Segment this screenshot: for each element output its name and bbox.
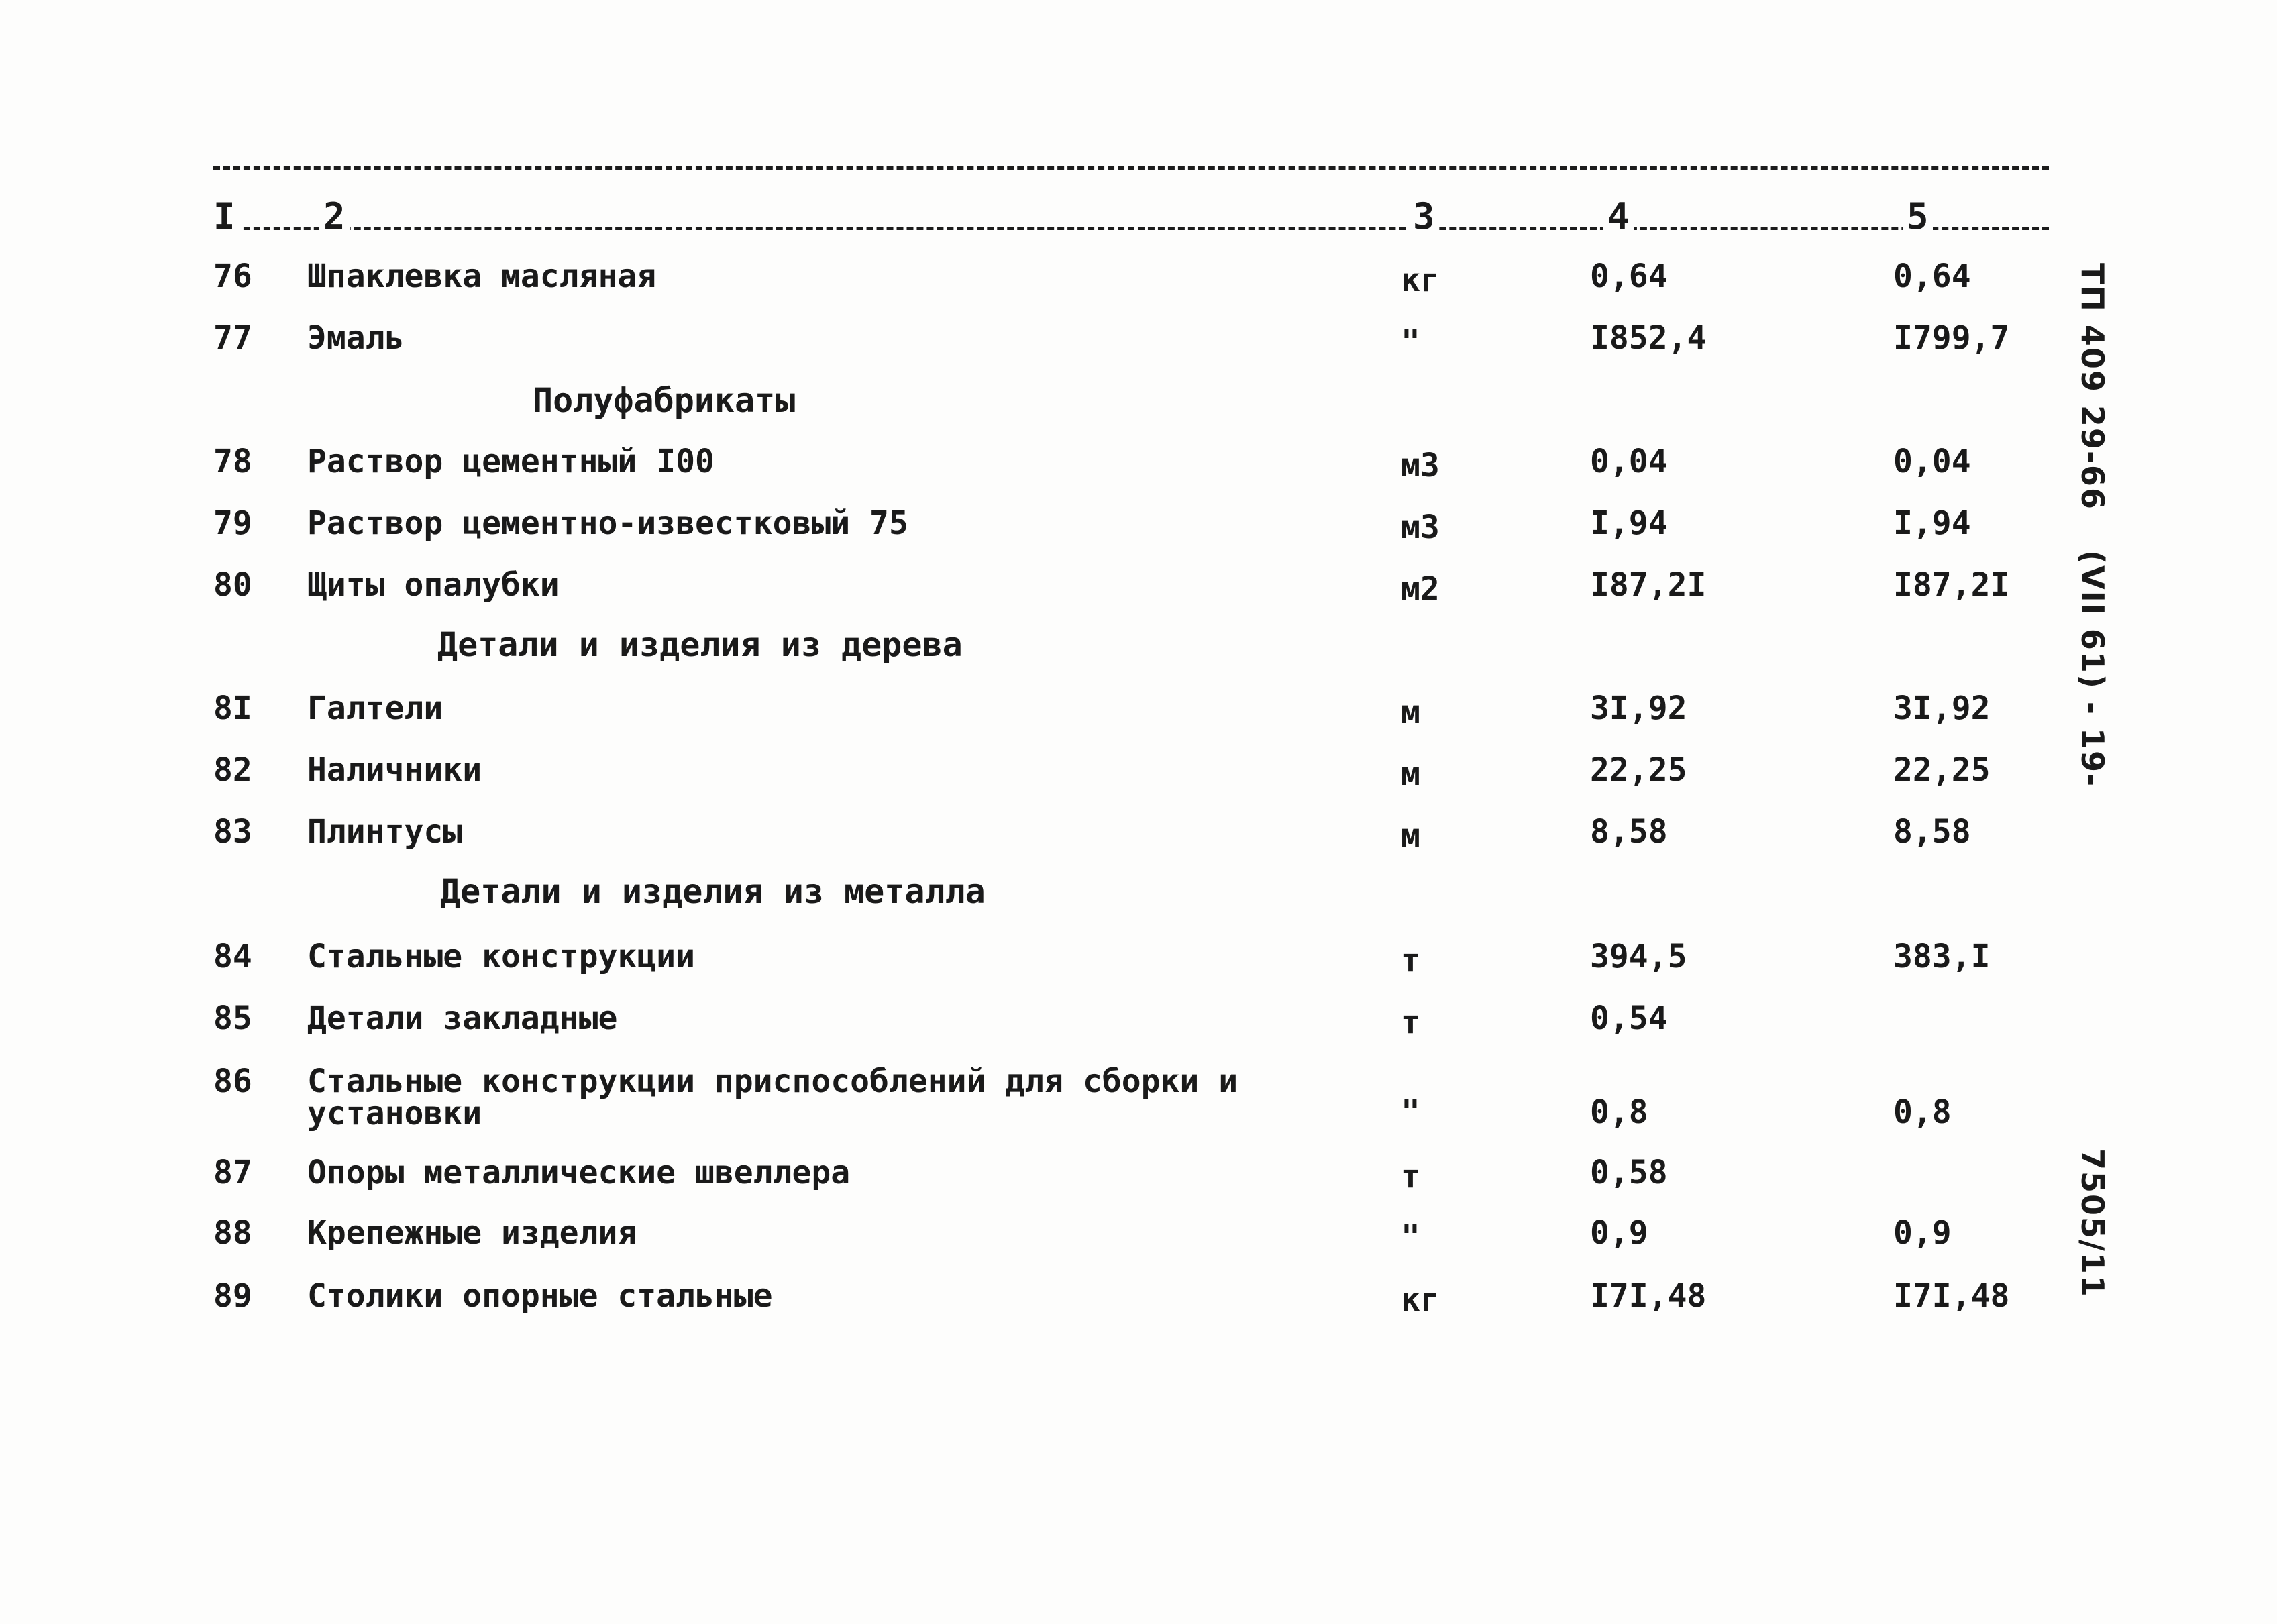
row-number: 86 — [213, 1063, 252, 1100]
row-number: 78 — [213, 443, 252, 480]
header-col1: I — [209, 199, 240, 235]
row-value-5: 3I,92 — [1893, 690, 1991, 727]
row-name: Стальные конструкции — [307, 938, 695, 975]
row-unit: кг — [1401, 262, 1440, 299]
row-value-4: I87,2I — [1590, 566, 1707, 604]
header-col3: 3 — [1409, 199, 1439, 235]
table-row — [0, 997, 2277, 1057]
row-value-5: 0,64 — [1893, 258, 1971, 295]
row-unit: " — [1401, 1218, 1420, 1256]
row-value-5: I,94 — [1893, 504, 1971, 542]
row-unit: " — [1401, 1093, 1420, 1131]
row-name: Опоры металлические швеллера — [307, 1154, 851, 1191]
table-row — [0, 935, 2277, 995]
row-value-4: 0,8 — [1590, 1093, 1648, 1131]
table-row — [0, 1151, 2277, 1211]
row-unit: м — [1401, 817, 1420, 855]
row-value-4: 0,04 — [1590, 443, 1668, 480]
table-row — [0, 255, 2277, 315]
row-number: 84 — [213, 938, 252, 975]
row-value-5: 22,25 — [1893, 751, 1991, 789]
table-row — [0, 1060, 2277, 1154]
row-value-5: I799,7 — [1893, 319, 2010, 357]
section-heading: Полуфабрикаты — [533, 381, 796, 420]
row-unit: м3 — [1401, 508, 1440, 546]
margin-sheet-number: (VII 61) - 19- — [2074, 550, 2111, 788]
row-value-5: I7I,48 — [1893, 1277, 2010, 1315]
row-name: Раствор цементный I00 — [307, 443, 714, 480]
row-value-4: 3I,92 — [1590, 690, 1687, 727]
table-row — [0, 1211, 2277, 1272]
row-value-4: I7I,48 — [1590, 1277, 1707, 1315]
table-row — [0, 810, 2277, 871]
section-heading: Детали и изделия из дерева — [437, 625, 963, 664]
row-unit: м2 — [1401, 570, 1440, 608]
row-name: Шпаклевка масляная — [307, 258, 657, 295]
row-number: 87 — [213, 1154, 252, 1191]
row-number: 79 — [213, 504, 252, 542]
row-name: Крепежные изделия — [307, 1214, 637, 1252]
row-name: Детали закладные — [307, 999, 618, 1037]
row-number: 85 — [213, 999, 252, 1037]
row-number: 76 — [213, 258, 252, 295]
row-unit: м — [1401, 694, 1420, 731]
margin-inventory-stamp: 7505/11 — [2074, 1148, 2111, 1298]
table-row — [0, 502, 2277, 562]
row-unit: м — [1401, 755, 1420, 793]
row-number: 82 — [213, 751, 252, 789]
header-col5: 5 — [1903, 199, 1933, 235]
row-name: Щиты опалубки — [307, 566, 560, 604]
row-value-5: I87,2I — [1893, 566, 2010, 604]
row-value-4: 0,58 — [1590, 1154, 1668, 1191]
row-value-5: 8,58 — [1893, 813, 1971, 851]
table-row — [0, 317, 2277, 377]
row-unit: м3 — [1401, 447, 1440, 484]
row-unit: т — [1401, 1004, 1420, 1041]
row-name: Раствор цементно-известковый 75 — [307, 504, 908, 542]
row-number: 83 — [213, 813, 252, 851]
row-unit: " — [1401, 323, 1420, 361]
row-name: Плинтусы — [307, 813, 463, 851]
header-rule — [213, 227, 2049, 230]
row-value-5: 0,8 — [1893, 1093, 1952, 1131]
row-value-4: I,94 — [1590, 504, 1668, 542]
row-name: Наличники — [307, 751, 482, 789]
row-unit: кг — [1401, 1281, 1440, 1319]
table-row — [0, 563, 2277, 624]
row-unit: т — [1401, 1158, 1420, 1195]
row-number: 77 — [213, 319, 252, 357]
row-value-4: 22,25 — [1590, 751, 1687, 789]
table-row — [0, 1275, 2277, 1335]
row-number: 89 — [213, 1277, 252, 1315]
row-name: Столики опорные стальные — [307, 1277, 773, 1315]
row-value-5: 0,9 — [1893, 1214, 1952, 1252]
row-number: 88 — [213, 1214, 252, 1252]
row-value-5: 383,I — [1893, 938, 1991, 975]
top-rule — [213, 166, 2049, 170]
row-value-4: I852,4 — [1590, 319, 1707, 357]
row-value-4: 0,54 — [1590, 999, 1668, 1037]
header-col2: 2 — [319, 199, 350, 235]
row-value-4: 8,58 — [1590, 813, 1668, 851]
row-value-4: 0,64 — [1590, 258, 1668, 295]
section-heading: Детали и изделия из металла — [440, 872, 986, 911]
table-row — [0, 749, 2277, 809]
row-unit: т — [1401, 942, 1420, 979]
row-name: Стальные конструкции приспособлений для сборки и установки — [307, 1063, 1238, 1132]
row-name: Эмаль — [307, 319, 405, 357]
row-number: 80 — [213, 566, 252, 604]
row-value-4: 0,9 — [1590, 1214, 1648, 1252]
header-col4: 4 — [1603, 199, 1634, 235]
row-value-5: 0,04 — [1893, 443, 1971, 480]
table-row — [0, 440, 2277, 500]
row-number: 8I — [213, 690, 252, 727]
margin-document-code: ТП 409 29-66 — [2074, 263, 2111, 511]
row-name: Галтели — [307, 690, 443, 727]
table-row — [0, 687, 2277, 747]
row-value-4: 394,5 — [1590, 938, 1687, 975]
